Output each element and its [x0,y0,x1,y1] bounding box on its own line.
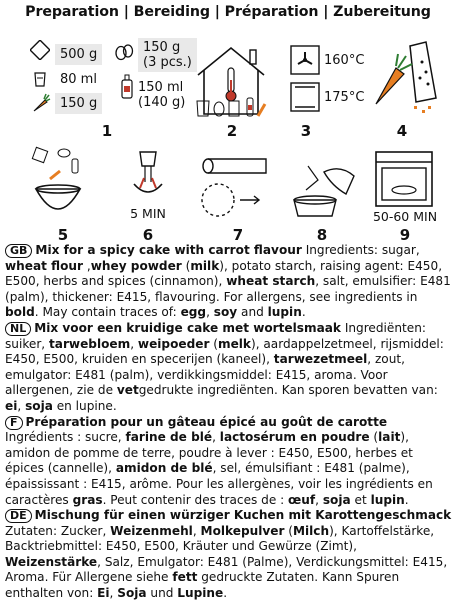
pour-into-tin-icon [288,160,358,220]
qty-carrot: 150 g [55,93,102,114]
step-number-1: 1 [101,122,113,140]
ingredients-row-icon [195,96,267,118]
baking-paper-tin-icon [196,158,280,218]
product-name-nl: Mix voor een kruidige cake met wortelsmaak [34,320,341,335]
lang-block-nl: NL Mix voor een kruidige cake met wortelsmaak Ingrediënten: suiker, tarwebloem, weipoeder (melk), aardappelzetmeel, rijsmiddel: E450, E500, kruiden en specerijen (kaneel), tarwezetmeel, zout, emulgator: E481 (palm), verdikkingsmiddel: E415, aroma. Voor allergenen, zie de vetgedrukte ingrediënten. Kan sporen bevatten van: ei, soja en lupine. [5,320,444,413]
temp-conventional: 175°C [324,89,365,105]
step-number-3: 3 [300,122,312,140]
lang-block-f: F Préparation pour un gâteau épicé au goût de carotte Ingrédients : sucre, farine de blé, lactosérum en poudre (lait), amidon de pomme de terre, poudre à lever : E450, E500, herbes et épices (cannelle), amidon de blé, sel, émulsifiant : E481 (palme), épaississant : E415, arôme. Pour les allergènes, voir les ingrédients en caractères gras. Peut contenir des traces de : œuf, soja et lupin. [5,414,433,507]
cake-mix-bag-icon [30,40,50,60]
lang-code-de: DE [5,509,32,523]
lang-code-nl: NL [5,322,31,336]
temp-fan: 160°C [324,52,365,68]
carrot-icon [30,92,52,114]
step-number-4: 4 [396,122,408,140]
step-number-8: 8 [316,226,328,244]
grater-carrot-icon [370,38,440,118]
qty-oil: 150 ml (140 g) [138,80,186,110]
step-number-7: 7 [232,226,244,244]
mix-time-label: 5 MIN [130,206,166,221]
oven-bake-icon [374,150,434,208]
fan-oven-icon [290,45,320,75]
bake-time-label: 50-60 MIN [372,209,438,224]
mixer-icon [128,148,168,200]
qty-mix: 500 g [55,44,102,65]
product-name-de: Mischung für einen würziger Kuchen mit Karottengeschmack [34,508,452,523]
add-to-bowl-icon [30,145,86,227]
lang-block-de: DE Mischung für einen würziger Kuchen mit Karottengeschmack Zutaten: Zucker, Weizenmehl, Molkepulver (Milch), Kartoffelstärke, Backtriebmittel: E450, E500, Kräuter und Gewürze (Zimt), Weizenstärke, Salz, Emulgator: E481 (Palme), Verdickungsmittel: E415, Aroma. Für Allergene siehe fett gedruckte Zutaten. Kann Spuren enthalten von: Ei, Soja und Lupine. [5,508,452,601]
measuring-cup-icon [32,70,48,88]
lang-code-gb: GB [5,244,32,258]
eggs-icon [112,42,136,62]
product-name-gb: Mix for a spicy cake with carrot flavour [35,243,302,257]
lang-code-f: F [5,416,23,430]
step-number-2: 2 [226,122,238,140]
page-title: Preparation | Bereiding | Préparation | Zubereitung [25,4,431,20]
conventional-oven-icon [290,82,320,112]
lang-block-gb: GB Mix for a spicy cake with carrot flavour Ingredients: sugar, wheat flour ,whey powder (milk), potato starch, raising agent: E450, E500, herbs and spices (cinnamon), wheat starch, salt, emulsifier: E481 (palm), thickener: E415, flavouring. For allergens, see ingredients in bold. May contain traces of: egg, soy and lupin. [5,243,451,320]
step-number-6: 6 [142,226,154,244]
qty-water: 80 ml [60,71,97,87]
qty-eggs: 150 g (3 pcs.) [138,38,197,72]
ingredient-declarations [5,243,453,602]
step-number-9: 9 [399,226,411,244]
oil-bottle-icon [118,74,136,100]
product-name-f: Préparation pour un gâteau épicé au goût de carotte [25,414,388,429]
step-number-5: 5 [57,226,69,244]
